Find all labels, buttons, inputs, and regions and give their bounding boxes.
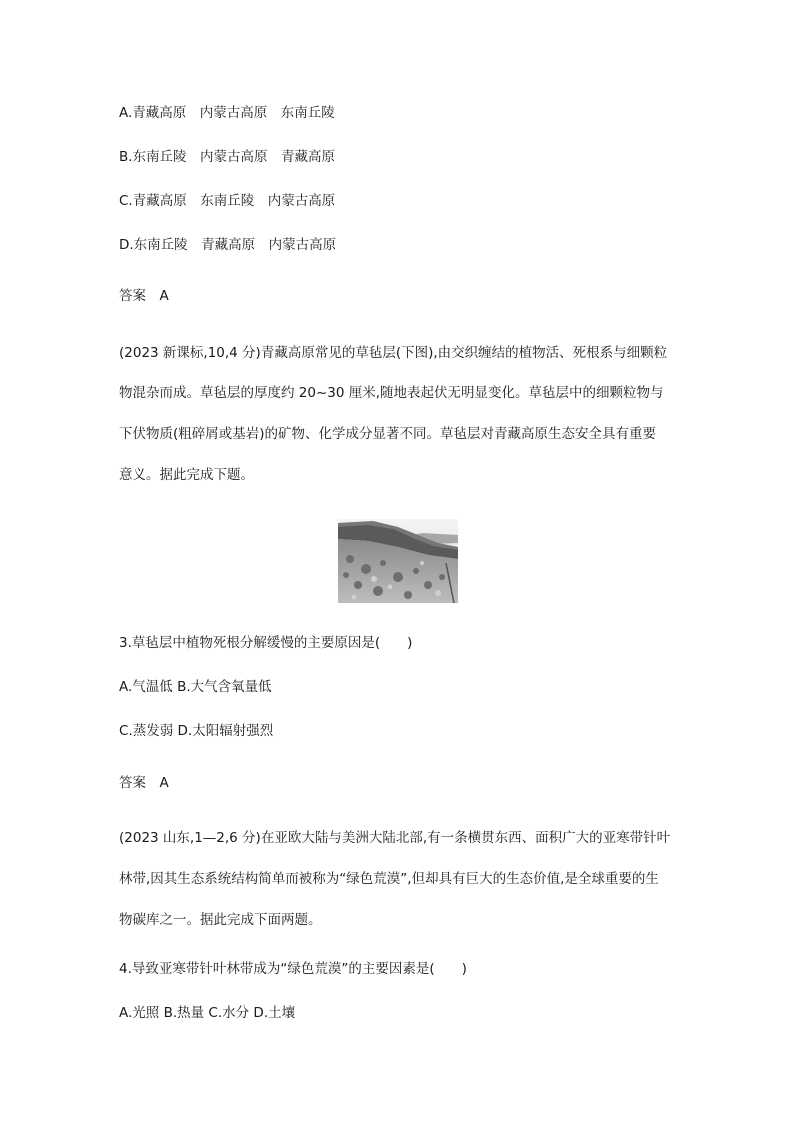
q3-answer: 答案 A: [119, 775, 169, 791]
passage-1-line: (2023 新课标,10,4 分)青藏高原常见的草毡层(下图),由交织缠结的植物活、死根系与细颗粒: [119, 345, 668, 361]
passage-2-line: 物碳库之一。据此完成下面两题。: [119, 912, 322, 928]
q2-answer: 答案 A: [119, 288, 169, 304]
q3-option-cd: C.蒸发弱 D.太阳辐射强烈: [119, 723, 274, 739]
q2-option-b: B.东南丘陵 内蒙古高原 青藏高原: [119, 149, 336, 165]
passage-1-line: 意义。据此完成下题。: [119, 467, 254, 483]
passage-1-line: 物混杂而成。草毡层的厚度约 20~30 厘米,随地表起伏无明显变化。草毡层中的细颗粒物与: [119, 385, 664, 401]
q4-stem: 4.导致亚寒带针叶林带成为“绿色荒漠”的主要因素是( ): [119, 961, 467, 977]
passage-2-line: (2023 山东,1—2,6 分)在亚欧大陆与美洲大陆北部,有一条横贯东西、面积广大的亚寒带针叶: [119, 830, 671, 846]
q3-stem: 3.草毡层中植物死根分解缓慢的主要原因是( ): [119, 635, 413, 651]
q2-option-c: C.青藏高原 东南丘陵 内蒙古高原: [119, 193, 336, 209]
sod-layer-photo: [338, 519, 458, 603]
q2-option-a: A.青藏高原 内蒙古高原 东南丘陵: [119, 105, 335, 121]
q2-option-d: D.东南丘陵 青藏高原 内蒙古高原: [119, 237, 337, 253]
passage-1-line: 下伏物质(粗碎屑或基岩)的矿物、化学成分显著不同。草毡层对青藏高原生态安全具有重要: [119, 426, 657, 442]
passage-2-line: 林带,因其生态系统结构简单而被称为“绿色荒漠”,但却具有巨大的生态价值,是全球重要的生: [119, 871, 659, 887]
q3-option-ab: A.气温低 B.大气含氧量低: [119, 679, 272, 695]
q4-options: A.光照 B.热量 C.水分 D.土壤: [119, 1005, 296, 1021]
